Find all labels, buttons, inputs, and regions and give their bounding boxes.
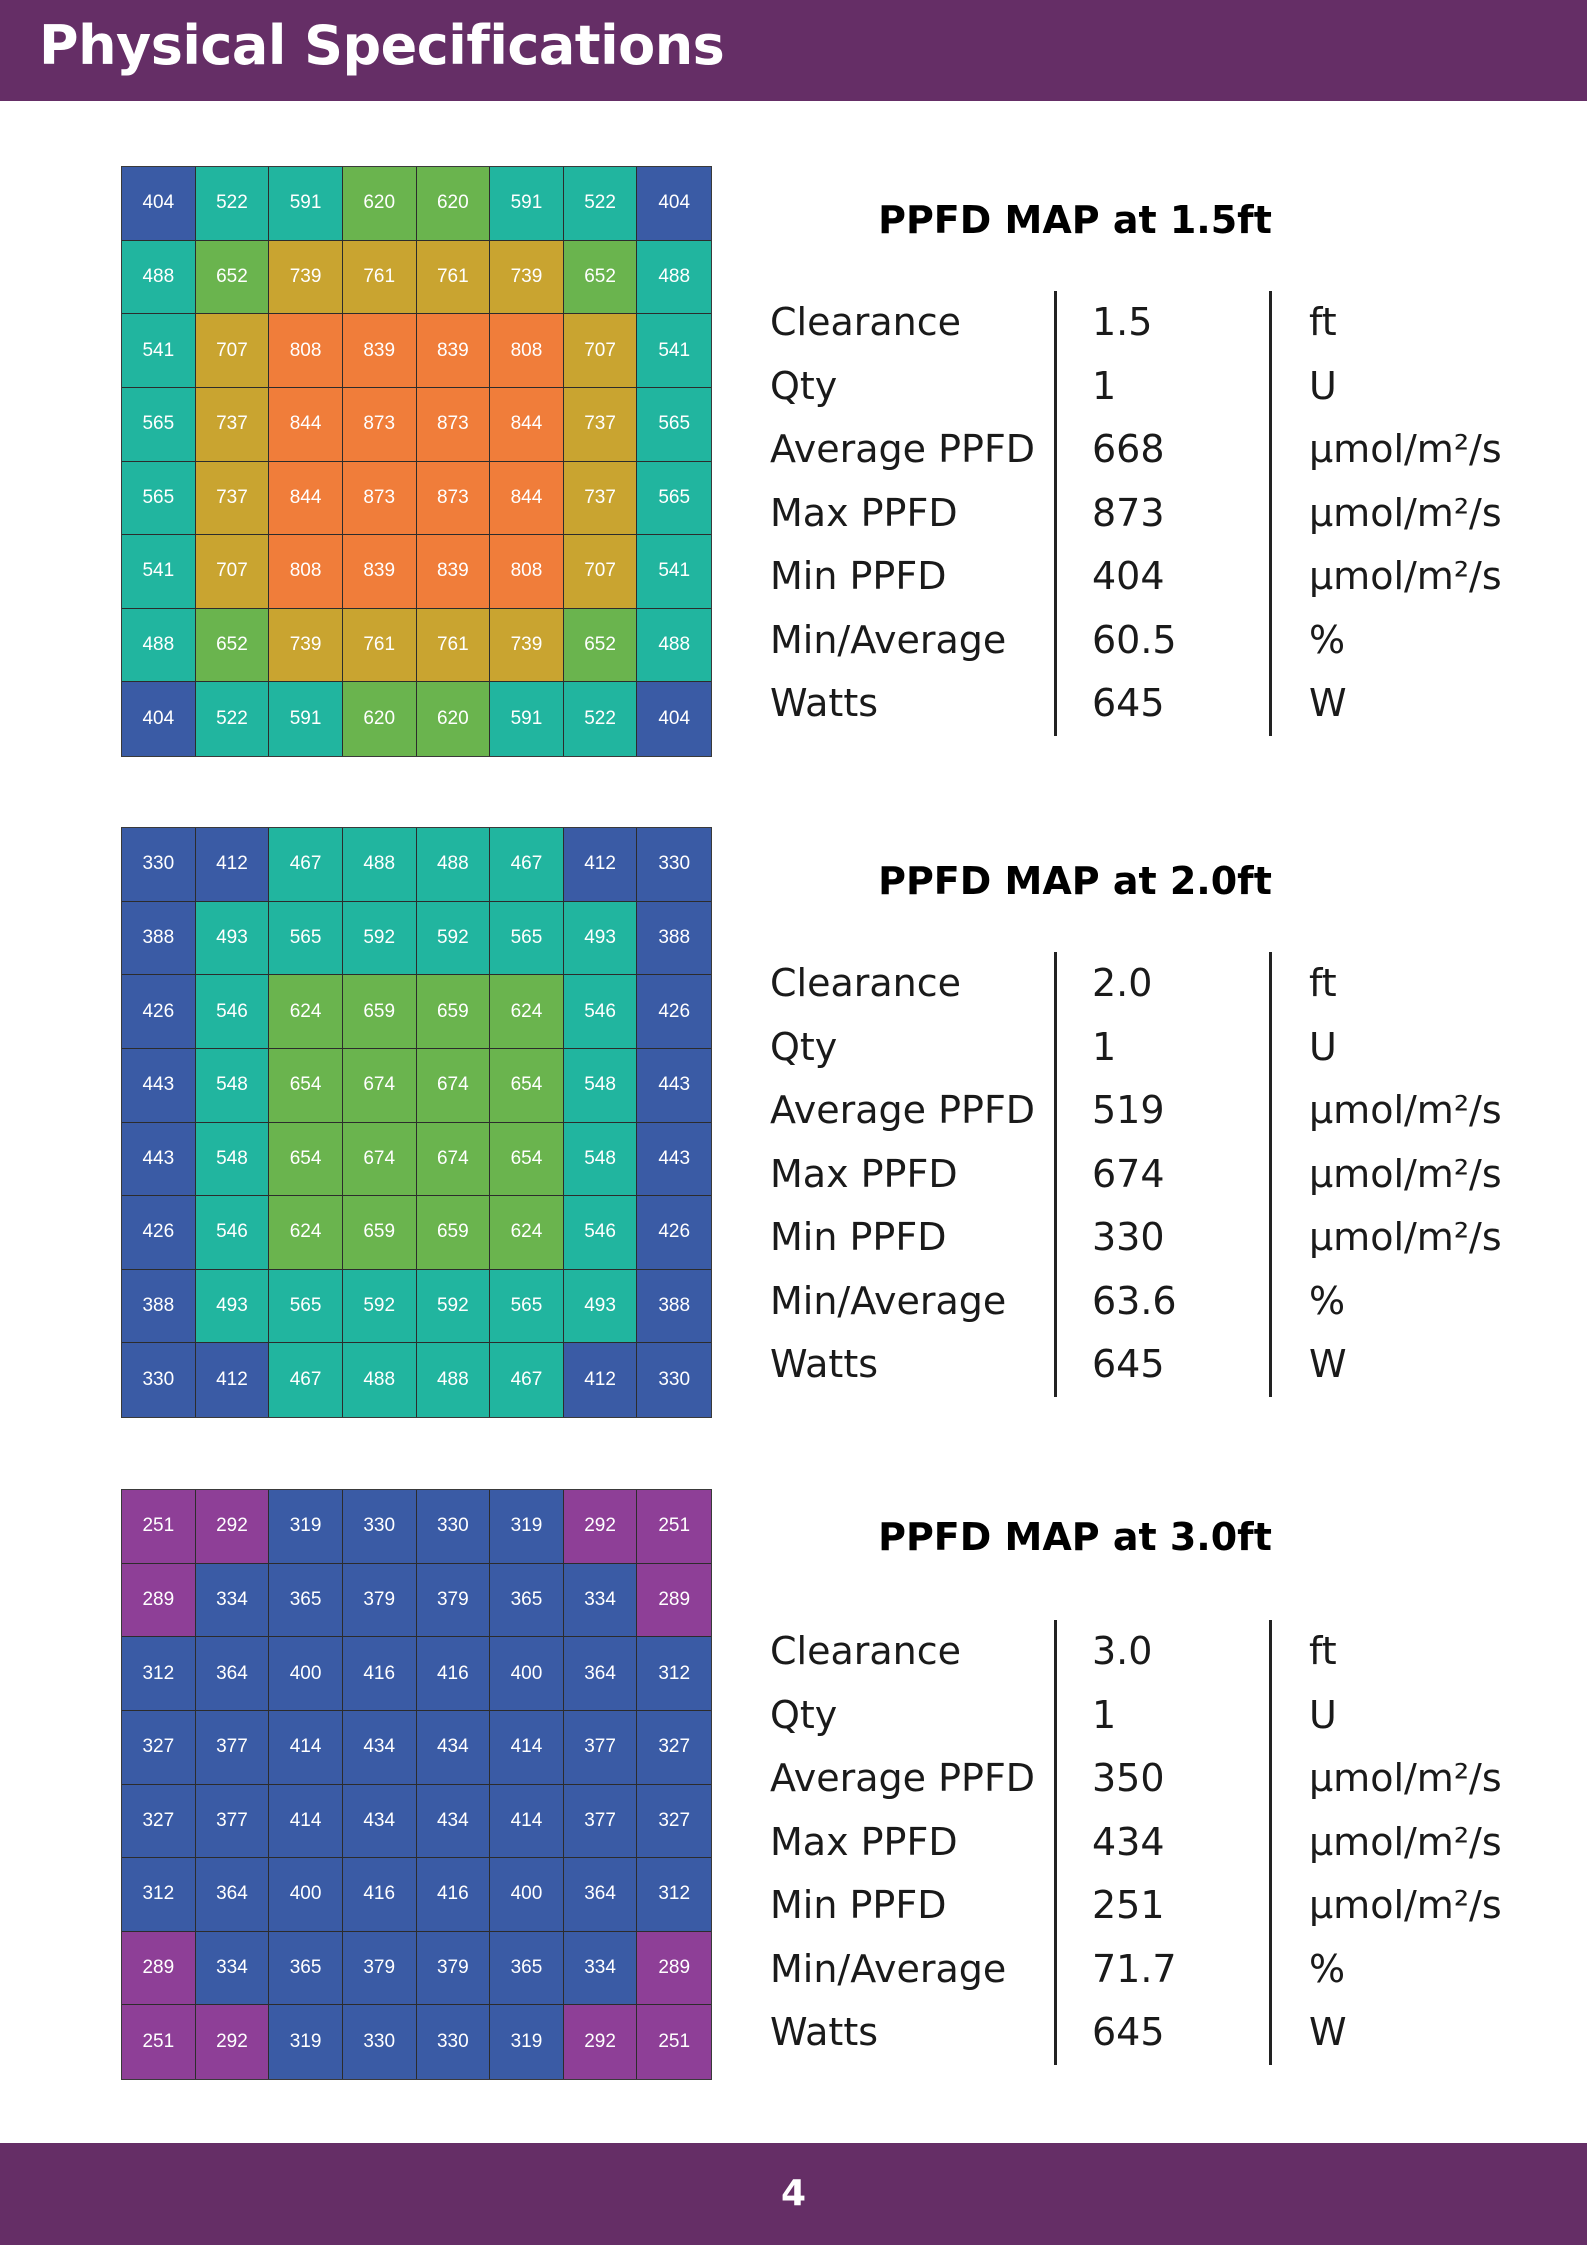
heatmap-cell: 541 [122,535,196,609]
spec-label: Qty [770,1024,838,1069]
heatmap-cell: 652 [564,609,638,683]
spec-value: 3.0 [1092,1629,1153,1673]
heatmap-cell: 674 [343,1049,417,1123]
heatmap-cell: 739 [490,609,564,683]
heatmap-cell: 364 [196,1637,270,1711]
heatmap-cell: 443 [122,1049,196,1123]
heatmap-cell: 404 [122,682,196,756]
heatmap-cell: 873 [417,388,491,462]
spec-value: 251 [1092,1883,1165,1927]
heatmap-cell: 388 [122,1270,196,1344]
heatmap-cell: 414 [269,1785,343,1859]
ppfd-heatmap [121,166,712,757]
spec-value: 404 [1092,554,1165,598]
heatmap-cell: 707 [564,314,638,388]
spec-value: 1.5 [1092,300,1153,344]
heatmap-cell: 522 [196,682,270,756]
spec-value: 668 [1092,427,1165,471]
spec-value: 63.6 [1092,1278,1177,1323]
spec-row-average-ppfd [770,418,1530,482]
spec-value: 674 [1092,1151,1165,1196]
heatmap-cell: 839 [417,535,491,609]
spec-unit: μmol/m²/s [1309,1883,1502,1927]
heatmap-cell: 292 [564,1490,638,1564]
heatmap-cell: 488 [343,828,417,902]
map-title: PPFD MAP at 3.0ft [878,1515,1272,1559]
heatmap-cell: 414 [490,1711,564,1785]
heatmap-cell: 365 [490,1932,564,2006]
heatmap-cell: 808 [490,314,564,388]
spec-value: 1 [1092,1692,1117,1737]
spec-value: 1 [1092,363,1117,408]
spec-row-qty [770,355,1530,419]
heatmap-cell: 844 [269,462,343,536]
spec-unit: % [1309,617,1346,662]
heatmap-cell: 761 [417,609,491,683]
ppfd-section-1 [0,166,1587,758]
heatmap-cell: 739 [269,609,343,683]
spec-unit: W [1309,1342,1347,1386]
spec-value: 873 [1092,490,1165,535]
heatmap-cell: 400 [269,1858,343,1932]
heatmap-cell: 334 [196,1564,270,1638]
heatmap-cell: 620 [417,167,491,241]
heatmap-cell: 620 [343,167,417,241]
spec-row-min-ppfd [770,545,1530,609]
spec-label: Max PPFD [770,490,958,535]
heatmap-cell: 443 [637,1123,711,1197]
heatmap-cell: 412 [196,828,270,902]
heatmap-cell: 312 [637,1637,711,1711]
heatmap-cell: 319 [269,1490,343,1564]
heatmap-cell: 592 [417,1270,491,1344]
heatmap-cell: 467 [269,1343,343,1417]
heatmap-cell: 652 [196,609,270,683]
heatmap-cell: 365 [269,1932,343,2006]
heatmap-cell: 377 [196,1785,270,1859]
ppfd-heatmap [121,1489,712,2080]
spec-label: Max PPFD [770,1819,958,1864]
heatmap-cell: 654 [269,1049,343,1123]
heatmap-cell: 565 [637,388,711,462]
heatmap-cell: 416 [417,1637,491,1711]
spec-row-average-ppfd [770,1747,1530,1811]
spec-unit: % [1309,1278,1346,1323]
heatmap-cell: 312 [122,1637,196,1711]
heatmap-cell: 659 [417,975,491,1049]
heatmap-cell: 707 [196,314,270,388]
spec-row-min-ppfd [770,1874,1530,1938]
heatmap-cell: 467 [490,828,564,902]
heatmap-cell: 330 [637,1343,711,1417]
heatmap-cell: 737 [564,388,638,462]
spec-label: Clearance [770,1629,962,1673]
heatmap-cell: 289 [122,1564,196,1638]
spec-unit: ft [1309,300,1337,344]
heatmap-cell: 839 [343,535,417,609]
heatmap-cell: 591 [269,167,343,241]
heatmap-cell: 624 [269,1196,343,1270]
spec-label: Min PPFD [770,554,947,598]
heatmap-cell: 844 [490,462,564,536]
spec-unit: μmol/m²/s [1309,1819,1502,1864]
spec-unit: ft [1309,1629,1337,1673]
ppfd-section-3 [0,1489,1587,2081]
spec-unit: U [1309,1692,1337,1737]
heatmap-cell: 289 [637,1932,711,2006]
heatmap-cell: 873 [343,462,417,536]
spec-row-clearance [770,291,1530,355]
spec-label: Qty [770,1692,838,1737]
ppfd-heatmap [121,827,712,1418]
heatmap-cell: 292 [564,2005,638,2079]
heatmap-cell: 289 [637,1564,711,1638]
heatmap-cell: 707 [196,535,270,609]
spec-row-max-ppfd [770,482,1530,546]
spec-label: Watts [770,1342,879,1386]
heatmap-cell: 488 [343,1343,417,1417]
heatmap-cell: 443 [122,1123,196,1197]
spec-row-watts [770,2001,1530,2065]
spec-row-qty [770,1684,1530,1748]
heatmap-cell: 839 [417,314,491,388]
spec-unit: μmol/m²/s [1309,490,1502,535]
heatmap-cell: 737 [196,462,270,536]
heatmap-cell: 400 [490,1637,564,1711]
spec-row-watts [770,1333,1530,1397]
heatmap-cell: 737 [564,462,638,536]
spec-label: Max PPFD [770,1151,958,1196]
heatmap-cell: 565 [122,388,196,462]
heatmap-cell: 330 [343,2005,417,2079]
heatmap-cell: 330 [417,2005,491,2079]
heatmap-cell: 659 [343,975,417,1049]
spec-unit: U [1309,1024,1337,1069]
heatmap-cell: 377 [564,1711,638,1785]
heatmap-cell: 434 [343,1785,417,1859]
spec-unit: U [1309,363,1337,408]
heatmap-cell: 434 [417,1785,491,1859]
heatmap-cell: 327 [637,1785,711,1859]
spec-row-min-average [770,1270,1530,1334]
heatmap-cell: 334 [196,1932,270,2006]
heatmap-cell: 319 [490,2005,564,2079]
spec-value: 645 [1092,2010,1165,2054]
page-title: Physical Specifications [39,14,725,77]
spec-unit: μmol/m²/s [1309,427,1502,471]
heatmap-cell: 330 [122,1343,196,1417]
spec-table [770,952,1530,1397]
heatmap-cell: 416 [343,1858,417,1932]
heatmap-cell: 565 [637,462,711,536]
spec-value: 2.0 [1092,961,1153,1005]
heatmap-cell: 414 [269,1711,343,1785]
heatmap-cell: 443 [637,1049,711,1123]
spec-unit: μmol/m²/s [1309,1756,1502,1800]
heatmap-cell: 488 [637,609,711,683]
spec-value: 434 [1092,1819,1165,1864]
heatmap-cell: 330 [417,1490,491,1564]
heatmap-cell: 488 [417,828,491,902]
spec-value: 645 [1092,1342,1165,1386]
heatmap-cell: 592 [343,1270,417,1344]
heatmap-cell: 327 [122,1711,196,1785]
heatmap-cell: 379 [417,1564,491,1638]
heatmap-cell: 251 [637,1490,711,1564]
map-title: PPFD MAP at 2.0ft [878,859,1272,903]
spec-row-average-ppfd [770,1079,1530,1143]
heatmap-cell: 388 [637,1270,711,1344]
heatmap-cell: 624 [269,975,343,1049]
heatmap-cell: 548 [564,1049,638,1123]
heatmap-cell: 330 [343,1490,417,1564]
heatmap-cell: 565 [490,902,564,976]
heatmap-cell: 548 [196,1123,270,1197]
spec-label: Qty [770,363,838,408]
spec-unit: % [1309,1946,1346,1991]
heatmap-cell: 739 [269,241,343,315]
heatmap-cell: 416 [343,1637,417,1711]
heatmap-cell: 377 [196,1711,270,1785]
spec-row-max-ppfd [770,1811,1530,1875]
heatmap-cell: 541 [122,314,196,388]
heatmap-cell: 488 [417,1343,491,1417]
spec-row-qty [770,1016,1530,1080]
heatmap-cell: 546 [564,975,638,1049]
spec-row-min-average [770,1938,1530,2002]
heatmap-cell: 548 [564,1123,638,1197]
heatmap-cell: 548 [196,1049,270,1123]
spec-value: 71.7 [1092,1946,1177,1991]
spec-row-clearance [770,1620,1530,1684]
heatmap-cell: 808 [269,314,343,388]
heatmap-cell: 654 [490,1123,564,1197]
heatmap-cell: 592 [417,902,491,976]
heatmap-cell: 426 [122,975,196,1049]
heatmap-cell: 565 [490,1270,564,1344]
heatmap-cell: 251 [122,1490,196,1564]
heatmap-cell: 334 [564,1564,638,1638]
heatmap-cell: 659 [417,1196,491,1270]
heatmap-cell: 739 [490,241,564,315]
spec-label: Average PPFD [770,1088,1036,1132]
heatmap-cell: 312 [637,1858,711,1932]
heatmap-cell: 546 [564,1196,638,1270]
heatmap-cell: 654 [490,1049,564,1123]
spec-value: 350 [1092,1756,1165,1800]
heatmap-cell: 379 [417,1932,491,2006]
heatmap-cell: 624 [490,975,564,1049]
spec-label: Clearance [770,961,962,1005]
spec-label: Min/Average [770,1946,1007,1991]
heatmap-cell: 467 [490,1343,564,1417]
heatmap-cell: 591 [490,682,564,756]
heatmap-cell: 467 [269,828,343,902]
heatmap-cell: 426 [637,975,711,1049]
heatmap-cell: 873 [343,388,417,462]
heatmap-cell: 400 [269,1637,343,1711]
heatmap-cell: 522 [564,682,638,756]
heatmap-cell: 434 [343,1711,417,1785]
heatmap-cell: 379 [343,1564,417,1638]
heatmap-cell: 251 [637,2005,711,2079]
heatmap-cell: 674 [343,1123,417,1197]
heatmap-cell: 761 [343,241,417,315]
spec-row-max-ppfd [770,1143,1530,1207]
heatmap-cell: 292 [196,2005,270,2079]
heatmap-cell: 404 [637,167,711,241]
heatmap-cell: 388 [122,902,196,976]
spec-unit: μmol/m²/s [1309,1088,1502,1132]
heatmap-cell: 488 [637,241,711,315]
heatmap-cell: 546 [196,975,270,1049]
heatmap-cell: 416 [417,1858,491,1932]
spec-table [770,291,1530,736]
heatmap-cell: 839 [343,314,417,388]
spec-label: Min PPFD [770,1883,947,1927]
spec-value: 519 [1092,1088,1165,1132]
heatmap-cell: 412 [196,1343,270,1417]
heatmap-cell: 652 [196,241,270,315]
heatmap-cell: 251 [122,2005,196,2079]
heatmap-cell: 808 [269,535,343,609]
heatmap-cell: 844 [490,388,564,462]
heatmap-cell: 546 [196,1196,270,1270]
page-header [0,0,1587,101]
heatmap-cell: 400 [490,1858,564,1932]
heatmap-cell: 761 [417,241,491,315]
heatmap-cell: 379 [343,1932,417,2006]
heatmap-cell: 364 [196,1858,270,1932]
heatmap-cell: 493 [196,902,270,976]
heatmap-cell: 327 [122,1785,196,1859]
map-title: PPFD MAP at 1.5ft [878,198,1272,242]
heatmap-cell: 522 [196,167,270,241]
heatmap-cell: 541 [637,314,711,388]
spec-value: 645 [1092,681,1165,725]
page-number: 4 [780,2173,807,2214]
spec-unit: W [1309,681,1347,725]
heatmap-cell: 404 [122,167,196,241]
heatmap-cell: 707 [564,535,638,609]
heatmap-cell: 364 [564,1637,638,1711]
heatmap-cell: 414 [490,1785,564,1859]
spec-unit: W [1309,2010,1347,2054]
spec-label: Min/Average [770,617,1007,662]
heatmap-cell: 404 [637,682,711,756]
heatmap-cell: 654 [269,1123,343,1197]
spec-label: Watts [770,681,879,725]
heatmap-cell: 412 [564,828,638,902]
page-footer [0,2143,1587,2245]
heatmap-cell: 388 [637,902,711,976]
heatmap-cell: 488 [122,609,196,683]
heatmap-cell: 541 [637,535,711,609]
spec-row-clearance [770,952,1530,1016]
spec-label: Average PPFD [770,1756,1036,1800]
heatmap-cell: 493 [564,1270,638,1344]
heatmap-cell: 365 [490,1564,564,1638]
heatmap-cell: 289 [122,1932,196,2006]
heatmap-cell: 493 [564,902,638,976]
spec-table [770,1620,1530,2065]
heatmap-cell: 330 [122,828,196,902]
heatmap-cell: 808 [490,535,564,609]
spec-value: 330 [1092,1215,1165,1259]
heatmap-cell: 330 [637,828,711,902]
heatmap-cell: 327 [637,1711,711,1785]
spec-label: Clearance [770,300,962,344]
heatmap-cell: 565 [269,1270,343,1344]
heatmap-cell: 620 [417,682,491,756]
heatmap-cell: 565 [269,902,343,976]
heatmap-cell: 426 [122,1196,196,1270]
spec-label: Average PPFD [770,427,1036,471]
heatmap-cell: 620 [343,682,417,756]
heatmap-cell: 659 [343,1196,417,1270]
spec-label: Min/Average [770,1278,1007,1323]
heatmap-cell: 319 [269,2005,343,2079]
heatmap-cell: 592 [343,902,417,976]
ppfd-section-2 [0,827,1587,1419]
heatmap-cell: 319 [490,1490,564,1564]
spec-value: 60.5 [1092,617,1177,662]
heatmap-cell: 522 [564,167,638,241]
spec-value: 1 [1092,1024,1117,1069]
spec-label: Min PPFD [770,1215,947,1259]
heatmap-cell: 624 [490,1196,564,1270]
heatmap-cell: 844 [269,388,343,462]
heatmap-cell: 426 [637,1196,711,1270]
heatmap-cell: 488 [122,241,196,315]
spec-label: Watts [770,2010,879,2054]
heatmap-cell: 737 [196,388,270,462]
heatmap-cell: 365 [269,1564,343,1638]
spec-row-watts [770,672,1530,736]
heatmap-cell: 493 [196,1270,270,1344]
heatmap-cell: 652 [564,241,638,315]
heatmap-cell: 674 [417,1123,491,1197]
spec-unit: μmol/m²/s [1309,1215,1502,1259]
heatmap-cell: 674 [417,1049,491,1123]
spec-row-min-average [770,609,1530,673]
heatmap-cell: 334 [564,1932,638,2006]
heatmap-cell: 292 [196,1490,270,1564]
heatmap-cell: 377 [564,1785,638,1859]
heatmap-cell: 565 [122,462,196,536]
spec-unit: ft [1309,961,1337,1005]
spec-row-min-ppfd [770,1206,1530,1270]
heatmap-cell: 591 [490,167,564,241]
heatmap-cell: 761 [343,609,417,683]
spec-unit: μmol/m²/s [1309,1151,1502,1196]
heatmap-cell: 434 [417,1711,491,1785]
spec-unit: μmol/m²/s [1309,554,1502,598]
heatmap-cell: 364 [564,1858,638,1932]
heatmap-cell: 591 [269,682,343,756]
heatmap-cell: 873 [417,462,491,536]
heatmap-cell: 412 [564,1343,638,1417]
heatmap-cell: 312 [122,1858,196,1932]
